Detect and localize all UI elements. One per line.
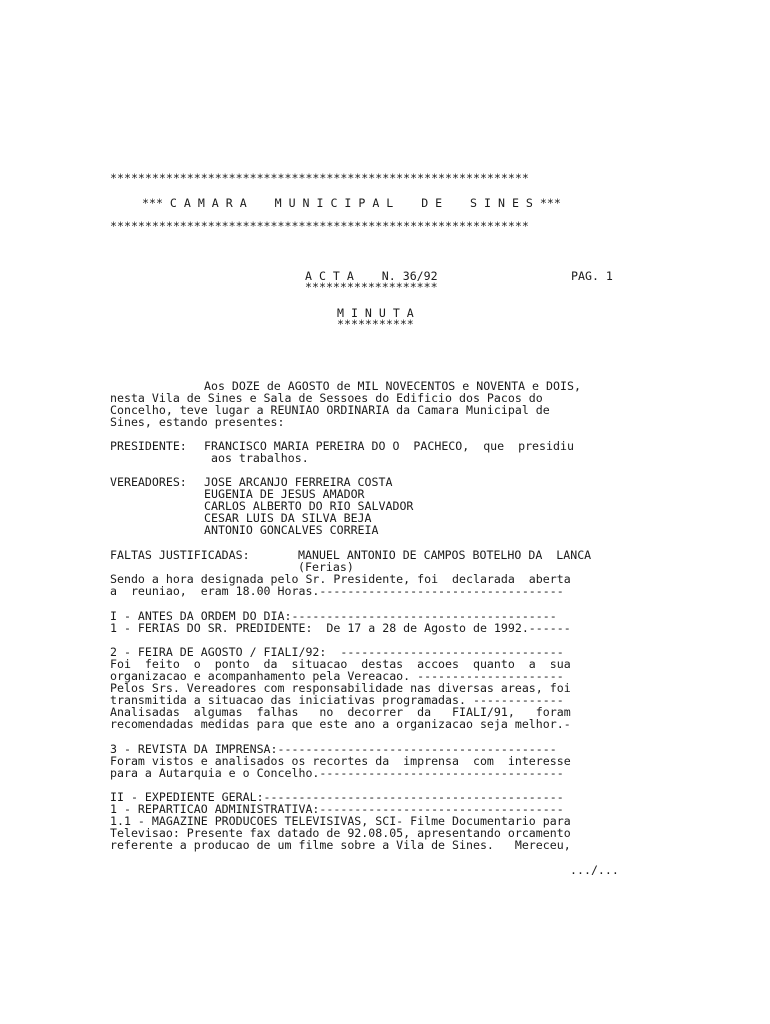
item-2-line: recomendadas medidas para que este ano a organizacao seja melhor.- bbox=[110, 717, 571, 731]
faltas-name: MANUEL ANTONIO DE CAMPOS BOTELHO DA LANCA bbox=[298, 548, 592, 562]
vereador-name: EUGENIA DE JESUS AMADOR bbox=[204, 487, 365, 501]
header-title: *** C A M A R A M U N I C I P A L D E S I N E S *** bbox=[142, 196, 561, 210]
intro-line-2: nesta Vila de Sines e Sala de Sessoes do Edificio dos Pacos do bbox=[110, 391, 543, 405]
acta-label: A C T A N. 36/92 bbox=[305, 269, 438, 283]
item-3-line: para a Autarquia e o Concelho.----------------------------------- bbox=[110, 766, 564, 780]
intro-line-4: Sines, estando presentes: bbox=[110, 415, 285, 429]
item-2-line: transmitida a situacao das iniciativas programadas. ------------- bbox=[110, 693, 564, 707]
continuation-mark: .../... bbox=[570, 863, 619, 877]
intro-line-1: Aos DOZE de AGOSTO de MIL NOVECENTOS e NOVENTA e DOIS, bbox=[204, 379, 581, 393]
vereador-name: CESAR LUIS DA SILVA BEJA bbox=[204, 511, 372, 525]
vereador-name: CARLOS ALBERTO DO RIO SALVADOR bbox=[204, 499, 414, 513]
opening-line-2: a reuniao, eram 18.00 Horas.----------------------------------- bbox=[110, 584, 564, 598]
header-stars-bottom: ************************************************************ bbox=[110, 219, 529, 233]
presidente-name: FRANCISCO MARIA PEREIRA DO O PACHECO, que presidiu bbox=[204, 439, 574, 453]
page-number: PAG. 1 bbox=[571, 269, 613, 283]
section-2-line: Televisao: Presente fax datado de 92.08.05, apresentando orcamento bbox=[110, 826, 571, 840]
vereadores-label: VEREADORES: bbox=[110, 475, 187, 489]
section-2-line: 1.1 - MAGAZINE PRODUCOES TELEVISIVAS, SCI- Filme Documentario para bbox=[110, 814, 571, 828]
minuta-label: M I N U T A bbox=[337, 306, 414, 320]
faltas-note: (Ferias) bbox=[298, 560, 354, 574]
acta-stars: ******************* bbox=[305, 280, 438, 294]
faltas-label: FALTAS JUSTIFICADAS: bbox=[110, 548, 250, 562]
item-2-heading: 2 - FEIRA DE AGOSTO / FIALI/92: -------------------------------- bbox=[110, 645, 564, 659]
item-3-heading: 3 - REVISTA DA IMPRENSA:---------------------------------------- bbox=[110, 742, 557, 756]
opening-line-1: Sendo a hora designada pelo Sr. Presidente, foi declarada aberta bbox=[110, 572, 571, 586]
section-2-subheading: 1 - REPARTICAO ADMINISTRATIVA:----------------------------------- bbox=[110, 802, 564, 816]
presidente-label: PRESIDENTE: bbox=[110, 439, 187, 453]
vereador-name: ANTONIO GONCALVES CORREIA bbox=[204, 523, 379, 537]
minuta-stars: *********** bbox=[337, 317, 414, 331]
item-2-line: organizacao e acompanhamento pela Vereacao. --------------------- bbox=[110, 669, 564, 683]
item-2-line: Analisadas algumas falhas no decorrer da FIALI/91, foram bbox=[110, 705, 571, 719]
item-3-line: Foram vistos e analisados os recortes da imprensa com interesse bbox=[110, 754, 571, 768]
section-2-line: referente a producao de um filme sobre a Vila de Sines. Mereceu, bbox=[110, 838, 571, 852]
item-1: 1 - FERIAS DO SR. PREDIDENTE: De 17 a 28 de Agosto de 1992.------ bbox=[110, 621, 571, 635]
section-2-heading: II - EXPEDIENTE GERAL:------------------------------------------- bbox=[110, 790, 564, 804]
intro-line-3: Concelho, teve lugar a REUNIAO ORDINARIA da Camara Municipal de bbox=[110, 403, 550, 417]
presidente-continuation: aos trabalhos. bbox=[211, 451, 309, 465]
item-2-line: Pelos Srs. Vereadores com responsabilidade nas diversas areas, foi bbox=[110, 681, 571, 695]
header-stars-top: ************************************************************ bbox=[110, 171, 529, 185]
section-heading: I - ANTES DA ORDEM DO DIA:-------------------------------------- bbox=[110, 609, 557, 623]
item-2-line: Foi feito o ponto da situacao destas accoes quanto a sua bbox=[110, 657, 571, 671]
vereador-name: JOSE ARCANJO FERREIRA COSTA bbox=[204, 475, 393, 489]
